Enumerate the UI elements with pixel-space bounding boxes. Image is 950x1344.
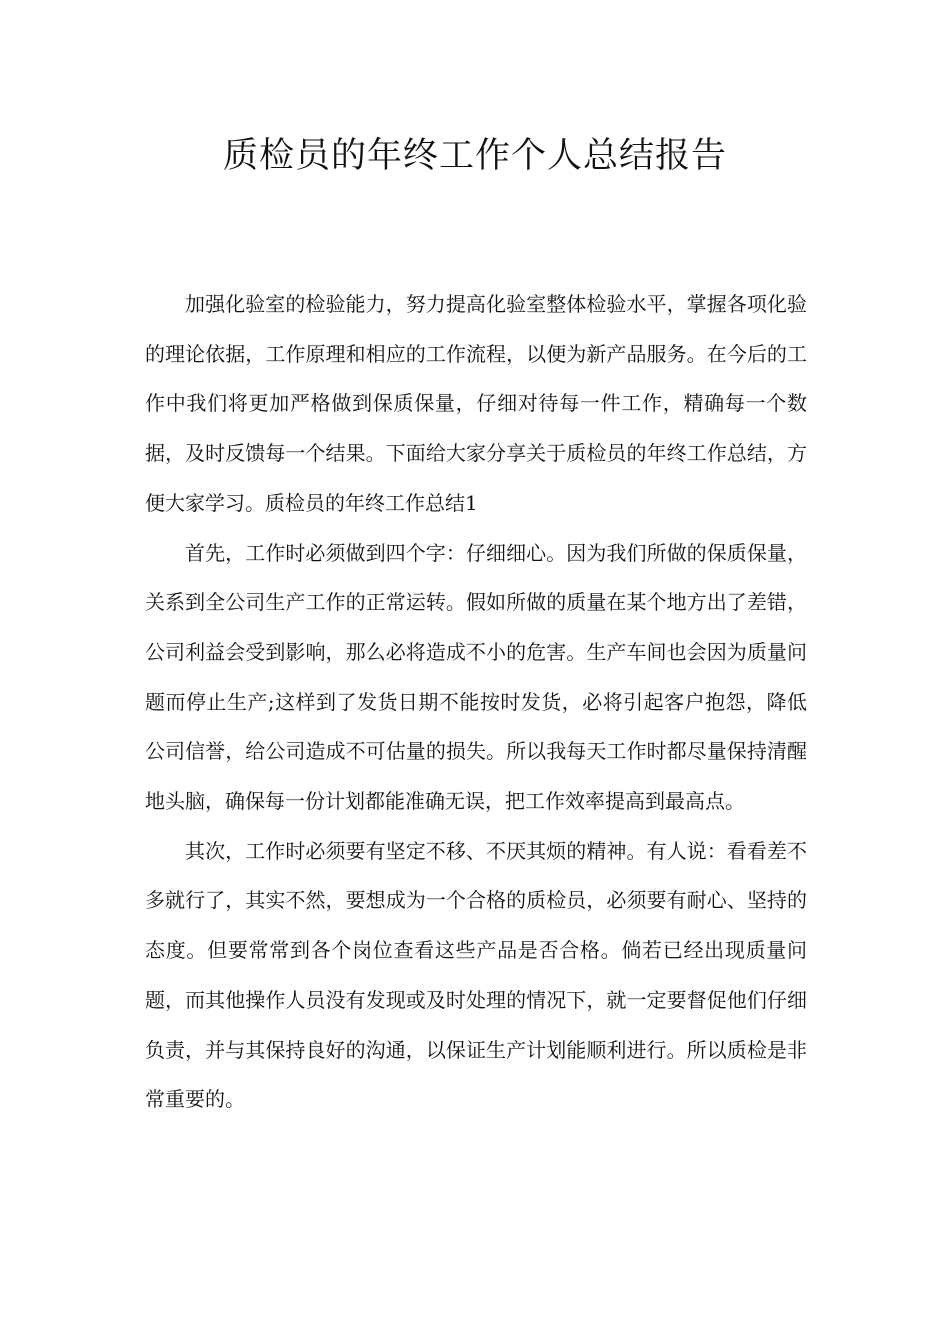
paragraph-first-point: 首先，工作时必须做到四个字：仔细细心。因为我们所做的保质保量，关系到全公司生产工作的正常运转。假如所做的质量在某个地方出了差错，公司利益会受到影响，那么必将造成不小的危害。生产车间也会因为质量问题而停止生产;这样到了发货日期不能按时发货，必将引起客户抱怨，降低公司信誉，给公司造成不可估量的损失。所以我每天工作时都尽量保持清醒地头脑，确保每一份计划都能准确无误，把工作效率提高到最高点。	[145, 540, 807, 814]
paragraph-intro: 加强化验室的检验能力，努力提高化验室整体检验水平，掌握各项化验的理论依据，工作原理和相应的工作流程，以便为新产品服务。在今后的工作中我们将更加严格做到保质保量，仔细对待每一件工作，精确每一个数据，及时反馈每一个结果。下面给大家分享关于质检员的年终工作总结，方便大家学习。质检员的年终工作总结1	[145, 292, 807, 515]
document-body	[145, 280, 807, 1125]
document-title: 质检员的年终工作个人总结报告	[222, 136, 727, 176]
paragraph-second-point: 其次，工作时必须要有坚定不移、不厌其烦的精神。有人说：看看差不多就行了，其实不然，要想成为一个合格的质检员，必须要有耐心、坚持的态度。但要常常到各个岗位查看这些产品是否合格。倘若已经出现质量问题，而其他操作人员没有发现或及时处理的情况下，就一定要督促他们仔细负责，并与其保持良好的沟通，以保证生产计划能顺利进行。所以质检是非常重要的。	[145, 838, 807, 1112]
